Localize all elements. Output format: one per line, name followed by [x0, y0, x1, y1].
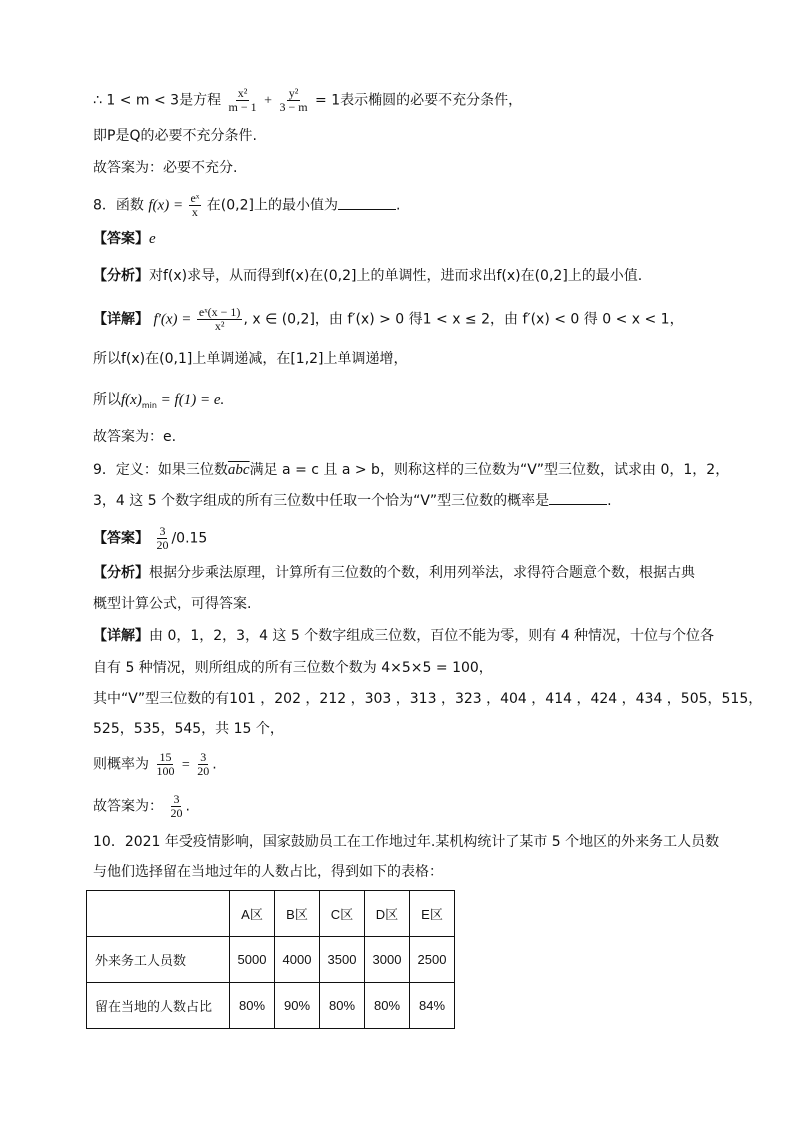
q7-line2: 即P是Q的必要不充分条件.: [93, 128, 257, 144]
table-header-cell: A区: [230, 891, 275, 937]
table-header-cell: C区: [320, 891, 365, 937]
text: = 1表示椭圆的必要不充分条件，: [315, 92, 523, 109]
table-row: [87, 937, 455, 983]
table-row-label: 外来务工人员数: [87, 937, 230, 983]
analysis-tag: 【分析】: [93, 268, 149, 284]
analysis-text: 根据分步乘法原理，计算所有三位数的个数，利用列举法，求得符合题意个数，根据古典: [149, 565, 695, 581]
fraction-y2: $\frac{\text{y²}}{3 - m}$: [279, 86, 308, 114]
table-cell: 80%: [320, 983, 365, 1029]
table-cell: 84%: [410, 983, 455, 1029]
text: 则概率为: [93, 756, 149, 773]
q10-stem-line1: 10．2021 年受疫情影响，国家鼓励员工在工作地过年.某机构统计了某市 5 个地区的外来务工人员数: [93, 834, 720, 850]
q8-answer: [93, 229, 156, 249]
table-cell: 2500: [410, 937, 455, 983]
q8-stem: [93, 192, 400, 219]
text: 故答案为：: [93, 798, 163, 815]
table-cell: 3500: [320, 937, 365, 983]
table-header-cell: E区: [410, 891, 455, 937]
q7-answer-line: 故答案为：必要不充分.: [93, 160, 238, 176]
q9-stem-line2: [93, 490, 612, 511]
table-cell: 90%: [275, 983, 320, 1029]
q9-detail-line1: [93, 626, 714, 646]
text: 3，4 这 5 个数字组成的所有三位数中任取一个恰为“V”型三位数的概率是: [93, 493, 550, 509]
table-cell: 80%: [365, 983, 410, 1029]
text: .: [185, 798, 190, 815]
table-row: [87, 983, 455, 1029]
answer-alt: /0.15: [171, 530, 208, 547]
q9-answer: [93, 525, 207, 552]
table-header-cell: B区: [275, 891, 320, 937]
q8-analysis: [93, 266, 642, 286]
analysis-text: 对f(x)求导，从而得到f(x)在(0,2]上的单调性，进而求出f(x)在(0,2]上的最小值.: [149, 268, 643, 284]
fraction-ex-over-x: $\frac{\text{eˣ}}{x}$: [190, 191, 200, 219]
q8-detail: [93, 306, 684, 333]
fraction-3-20: $\frac{3}{20}$: [197, 750, 210, 778]
text: 8．函数: [93, 197, 144, 214]
min-subscript: min: [141, 400, 157, 410]
table-header-cell: D区: [365, 891, 410, 937]
detail-tag: 【详解】: [93, 628, 149, 644]
data-table: [86, 890, 455, 1029]
answer-tag: 【答案】: [93, 231, 149, 247]
answer-blank: [338, 195, 396, 210]
table-cell: 5000: [230, 937, 275, 983]
q9-analysis-line2: 概型计算公式，可得答案.: [93, 596, 252, 612]
q8-monotonic: 所以f(x)在(0,1]上单调递减，在[1,2]上单调递增，: [93, 351, 408, 367]
fraction-derivative: $\frac{\text{eˣ(x − 1)}}{\text{x²}}$: [198, 305, 241, 333]
table-cell: 80%: [230, 983, 275, 1029]
q9-detail-line3: 其中“V”型三位数的有101 ，202 ，212 ，303 ，313 ，323 ，404 ，414 ，424 ，434 ，505，515，: [93, 691, 763, 707]
text: 所以: [93, 392, 121, 408]
q9-probability: [93, 751, 217, 778]
q10-stem-line2: 与他们选择留在当地过年的人数占比，得到如下的表格：: [93, 864, 443, 880]
plus-sign: +: [264, 93, 272, 109]
derivative-expr: f′(x) =: [153, 311, 192, 328]
fraction-3-20: $\frac{3}{20}$: [156, 524, 169, 552]
detail-text: 由 0，1，2，3，4 这 5 个数字组成三位数，百位不能为零，则有 4 种情况，十位与个位各: [149, 628, 715, 644]
q9-detail-line4: 525，535，545，共 15 个，: [93, 721, 284, 737]
answer-tag: 【答案】: [93, 530, 149, 547]
table-corner-cell: [87, 891, 230, 937]
q9-detail-line2: 自有 5 种情况，则所组成的所有三位数个数为 4×5×5 = 100，: [93, 660, 493, 676]
function-expr: f(x) =: [148, 197, 184, 214]
text: ∴ 1 < m < 3是方程: [93, 92, 222, 109]
detail-tag: 【详解】: [93, 311, 149, 328]
fraction-3-20: $\frac{3}{20}$: [170, 792, 183, 820]
min-expr: f(x): [121, 392, 142, 408]
equals-sign: =: [181, 757, 190, 773]
answer-value: e: [149, 231, 156, 247]
q9-final: [93, 793, 190, 820]
table-cell: 3000: [365, 937, 410, 983]
q7-conclusion-line: [93, 87, 522, 114]
text: .: [395, 197, 401, 214]
overline-abc: $\overline{abc}$: [227, 462, 250, 478]
fraction-x2: $\frac{\text{x²}}{m - 1}$: [228, 86, 257, 114]
analysis-tag: 【分析】: [93, 565, 149, 581]
text: 满足 a = c 且 a > b，则称这样的三位数为“V”型三位数，试求由 0，1，2，: [249, 462, 730, 478]
table-cell: 4000: [275, 937, 320, 983]
q9-analysis-line1: [93, 563, 695, 583]
q9-stem-line1: [93, 460, 729, 480]
q8-final: 故答案为：e.: [93, 429, 177, 445]
min-value: = f(1) = e.: [156, 392, 225, 408]
detail-text: , x ∈ (0,2]，由 f′(x) > 0 得1 < x ≤ 2，由 f′(x) < 0 得 0 < x < 1，: [243, 311, 684, 328]
table-header-row: [87, 891, 455, 937]
table-row-label: 留在当地的人数占比: [87, 983, 230, 1029]
text: 9．定义：如果三位数: [93, 462, 228, 478]
text: 在(0,2]上的最小值为: [206, 197, 338, 214]
text: .: [212, 756, 217, 773]
text: .: [607, 493, 612, 509]
q8-minimum: [93, 390, 224, 416]
answer-blank: [549, 490, 607, 505]
fraction-15-100: $\frac{15}{100}$: [156, 750, 175, 778]
